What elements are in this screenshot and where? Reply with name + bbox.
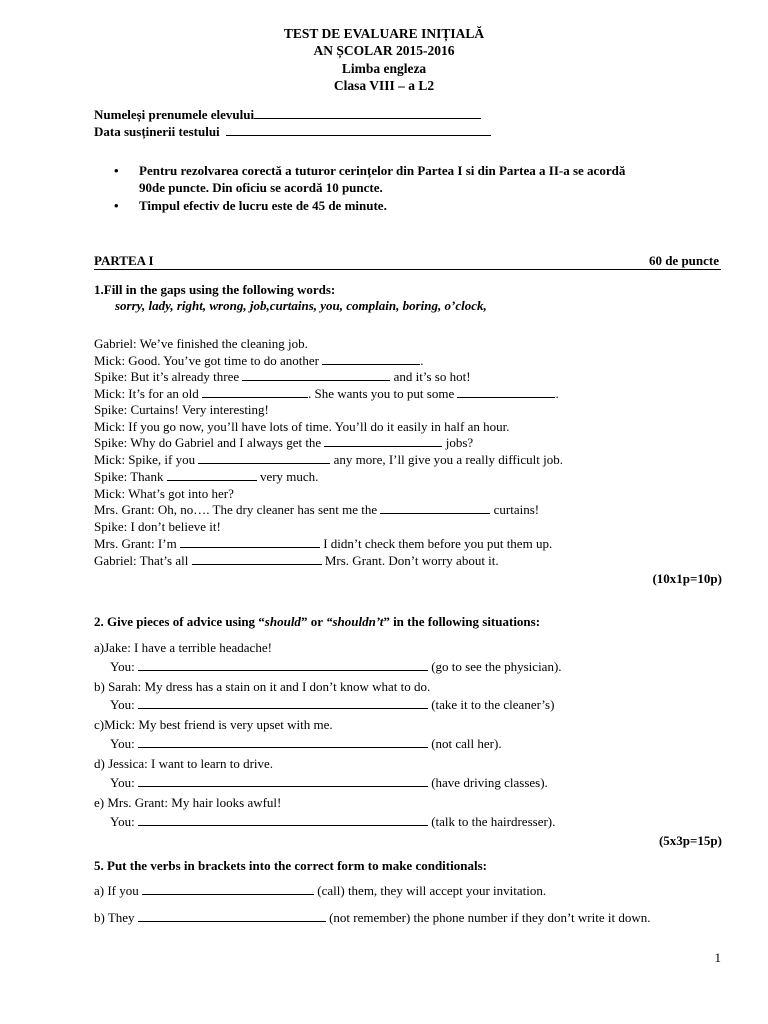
conditional-line: b) They (not remember) the phone number if they don’t write it down. bbox=[94, 910, 651, 925]
situation-text: e) Mrs. Grant: My hair looks awful! bbox=[94, 795, 282, 810]
dialogue-line: Mrs. Grant: Oh, no…. The dry cleaner has sent me the curtains! bbox=[94, 502, 540, 517]
situation-text: b) Sarah: My dress has a stain on it and I don’t know what to do. bbox=[94, 679, 431, 694]
word-bank: sorry, lady, right, wrong, job,curtains, you, complain, boring, o’clock, bbox=[115, 298, 487, 313]
dialogue-line: Mick: Spike, if you any more, I’ll give you a really difficult job. bbox=[94, 452, 563, 467]
gap-blank[interactable] bbox=[167, 469, 257, 481]
exercise-1-score: (10x1p=10p) bbox=[652, 571, 722, 586]
dialogue-line: Mick: Good. You’ve got time to do another . bbox=[94, 353, 424, 368]
dialogue-line: Spike: Thank very much. bbox=[94, 469, 319, 484]
verb-blank[interactable] bbox=[142, 883, 314, 895]
student-name-label: Numeleși prenumele elevului bbox=[94, 107, 255, 122]
situation-text: c)Mick: My best friend is very upset with me. bbox=[94, 717, 333, 732]
advice-line: You: (take it to the cleaner’s) bbox=[110, 697, 555, 712]
class-label: Clasa VIII – a L2 bbox=[333, 78, 435, 93]
dialogue-line: Mick: It’s for an old . She wants you to put some . bbox=[94, 386, 559, 401]
advice-blank[interactable] bbox=[138, 814, 428, 826]
test-date-label: Data susținerii testului bbox=[94, 124, 220, 139]
gap-blank[interactable] bbox=[324, 435, 442, 447]
dialogue-line: Spike: I don’t believe it! bbox=[94, 519, 221, 534]
verb-blank[interactable] bbox=[138, 910, 326, 922]
part-label: PARTEA I bbox=[94, 253, 154, 268]
bullet: • bbox=[114, 163, 119, 178]
exercise-2-score: (5x3p=15p) bbox=[658, 833, 722, 848]
situation-text: d) Jessica: I want to learn to drive. bbox=[94, 756, 274, 771]
dialogue-line: Spike: Why do Gabriel and I always get the jobs? bbox=[94, 435, 474, 450]
gap-blank[interactable] bbox=[242, 369, 390, 381]
gap-blank[interactable] bbox=[322, 353, 420, 365]
situation-text: a)Jake: I have a terrible headache! bbox=[94, 640, 272, 655]
advice-line: You: (go to see the physician). bbox=[110, 659, 562, 674]
dialogue-line: Spike: Curtains! Very interesting! bbox=[94, 402, 269, 417]
gap-blank[interactable] bbox=[192, 553, 322, 565]
dialogue-line: Mick: What’s got into her? bbox=[94, 486, 234, 501]
dialogue-line: Gabriel: We’ve finished the cleaning job. bbox=[94, 336, 308, 351]
dialogue-line: Spike: But it’s already three and it’s so hot! bbox=[94, 369, 471, 384]
student-name-row bbox=[94, 107, 481, 123]
dialogue-line: Mrs. Grant: I’m I didn’t check them before you put them up. bbox=[94, 536, 553, 551]
instruction-line: Timpul efectiv de lucru este de 45 de minute. bbox=[139, 198, 387, 213]
advice-blank[interactable] bbox=[138, 736, 428, 748]
part-points: 60 de puncte bbox=[648, 253, 719, 268]
exercise-2-title: 2. Give pieces of advice using “should” or “shouldn’t” in the following situations: bbox=[94, 614, 541, 629]
exercise-5-title: 5. Put the verbs in brackets into the correct form to make conditionals: bbox=[94, 858, 487, 873]
test-date-blank[interactable] bbox=[226, 124, 491, 136]
gap-blank[interactable] bbox=[202, 386, 308, 398]
advice-blank[interactable] bbox=[138, 775, 428, 787]
instruction-line: Pentru rezolvarea corectă a tuturor cerințelor din Partea I si din Partea a II-a se acordă bbox=[139, 163, 626, 178]
gap-blank[interactable] bbox=[198, 452, 330, 464]
bullet: • bbox=[114, 198, 119, 213]
conditional-line: a) If you (call) them, they will accept your invitation. bbox=[94, 883, 547, 898]
page-number: 1 bbox=[714, 950, 721, 965]
part-header bbox=[94, 253, 721, 270]
advice-line: You: (not call her). bbox=[110, 736, 502, 751]
dialogue-line: Gabriel: That’s all Mrs. Grant. Don’t worry about it. bbox=[94, 553, 499, 568]
student-name-blank[interactable] bbox=[254, 107, 481, 119]
advice-line: You: (talk to the hairdresser). bbox=[110, 814, 556, 829]
exercise-1-title: 1.Fill in the gaps using the following words: bbox=[94, 282, 336, 297]
advice-line: You: (have driving classes). bbox=[110, 775, 548, 790]
gap-blank[interactable] bbox=[180, 536, 320, 548]
instruction-line: 90de puncte. Din oficiu se acordă 10 puncte. bbox=[139, 180, 383, 195]
gap-blank[interactable] bbox=[380, 502, 490, 514]
test-title: TEST DE EVALUARE INIȚIALĂ bbox=[283, 26, 485, 41]
school-year: AN ȘCOLAR 2015-2016 bbox=[313, 43, 455, 58]
gap-blank[interactable] bbox=[457, 386, 555, 398]
advice-blank[interactable] bbox=[138, 659, 428, 671]
dialogue-line: Mick: If you go now, you’ll have lots of time. You’ll do it easily in half an hour. bbox=[94, 419, 510, 434]
test-date-row bbox=[94, 124, 491, 140]
advice-blank[interactable] bbox=[138, 697, 428, 709]
subject: Limba engleza bbox=[341, 61, 427, 76]
